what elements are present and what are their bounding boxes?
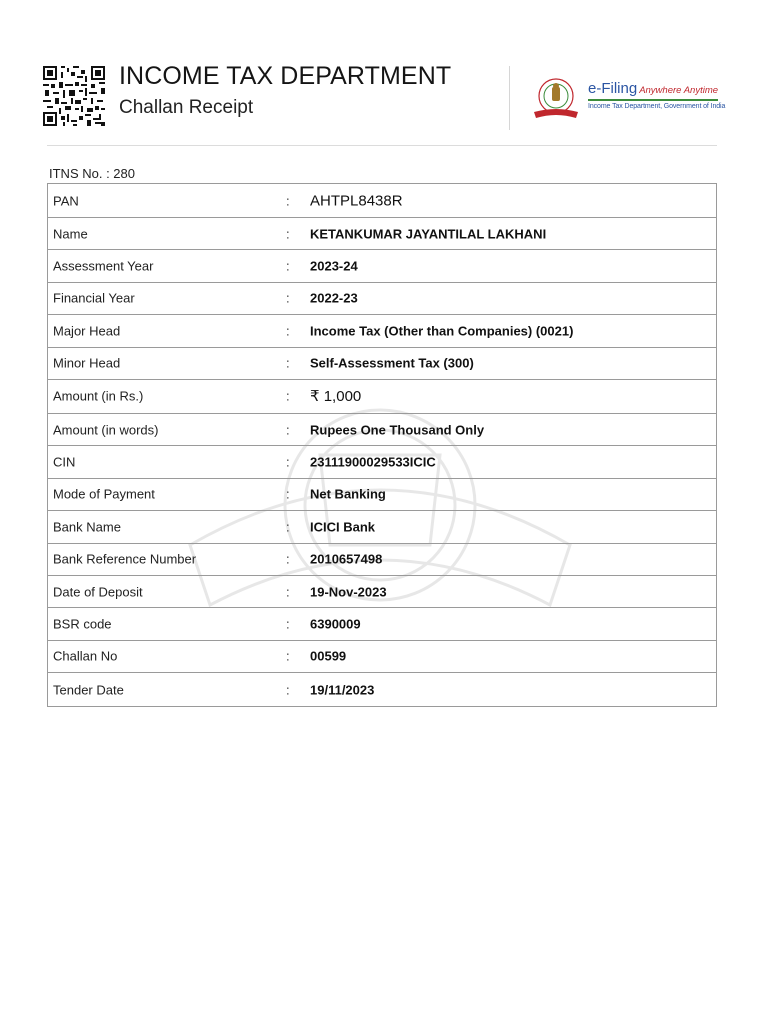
row-separator: : <box>286 388 290 404</box>
row-separator: : <box>286 682 290 698</box>
table-row <box>48 218 716 250</box>
page-subtitle: Challan Receipt <box>119 97 254 118</box>
efiling-brand <box>588 80 718 97</box>
row-separator: : <box>286 323 290 339</box>
minor-head-value: Self-Assessment Tax (300) <box>310 355 474 371</box>
amount-value: ₹ 1,000 <box>310 388 362 406</box>
table-row <box>48 446 716 478</box>
row-label: Financial Year <box>53 290 135 306</box>
row-label: Amount (in words) <box>53 422 159 438</box>
row-separator: : <box>286 454 290 470</box>
amount-words-value: Rupees One Thousand Only <box>310 422 485 438</box>
page-title: INCOME TAX DEPARTMENT <box>119 62 452 90</box>
financial-year-value: 2022-23 <box>310 290 358 306</box>
row-label: Minor Head <box>53 355 121 371</box>
table-row <box>48 348 716 380</box>
qr-code-icon <box>43 66 105 126</box>
itns-number: ITNS No. : 280 <box>49 166 135 181</box>
table-row <box>48 283 716 315</box>
row-separator: : <box>286 226 290 242</box>
row-label: Major Head <box>53 323 121 339</box>
efiling-logo <box>530 76 726 120</box>
table-row <box>48 380 716 414</box>
row-label: Name <box>53 226 88 242</box>
tender-date-value: 19/11/2023 <box>310 682 375 698</box>
row-label: Challan No <box>53 648 118 664</box>
row-separator: : <box>286 648 290 664</box>
payment-mode-value: Net Banking <box>310 486 386 502</box>
challan-no-value: 00599 <box>310 648 347 664</box>
row-separator: : <box>286 519 290 535</box>
row-separator: : <box>286 486 290 502</box>
pan-value: AHTPL8438R <box>310 192 403 209</box>
header-separator <box>47 145 717 146</box>
table-row <box>48 511 716 543</box>
row-label: Mode of Payment <box>53 486 155 502</box>
row-label: Tender Date <box>53 682 124 698</box>
table-row <box>48 479 716 511</box>
row-label: Bank Reference Number <box>53 551 197 567</box>
row-label: Amount (in Rs.) <box>53 388 144 404</box>
bsr-code-value: 6390009 <box>310 616 361 632</box>
efiling-tagline: Anywhere Anytime <box>639 85 719 96</box>
assessment-year-value: 2023-24 <box>310 258 358 274</box>
row-separator: : <box>286 290 290 306</box>
bank-reference-value: 2010657498 <box>310 551 383 567</box>
row-separator: : <box>286 551 290 567</box>
row-separator: : <box>286 193 290 208</box>
efiling-brand-text: e-Filing <box>588 80 638 97</box>
row-separator: : <box>286 258 290 274</box>
row-label: CIN <box>53 454 76 470</box>
row-separator: : <box>286 616 290 632</box>
table-row <box>48 414 716 446</box>
receipt-header <box>0 0 768 146</box>
name-value: KETANKUMAR JAYANTILAL LAKHANI <box>310 226 547 242</box>
challan-details-table <box>47 183 717 707</box>
major-head-value: Income Tax (Other than Companies) (0021) <box>310 323 574 339</box>
table-row <box>48 608 716 640</box>
table-row <box>48 673 716 706</box>
table-row <box>48 576 716 608</box>
cin-value: 23111900029533ICIC <box>310 454 436 470</box>
deposit-date-value: 19-Nov-2023 <box>310 584 387 600</box>
row-separator: : <box>286 422 290 438</box>
table-row <box>48 641 716 673</box>
logo-underline <box>588 99 718 101</box>
table-row <box>48 315 716 347</box>
emblem-icon <box>530 76 582 120</box>
efiling-subtext: Income Tax Department, Government of India <box>588 103 726 110</box>
table-row <box>48 184 716 218</box>
row-label: PAN <box>53 193 79 208</box>
table-row <box>48 250 716 282</box>
bank-name-value: ICICI Bank <box>310 519 376 535</box>
row-separator: : <box>286 355 290 371</box>
row-label: Bank Name <box>53 519 121 535</box>
row-separator: : <box>286 584 290 600</box>
header-divider <box>509 66 510 130</box>
table-row <box>48 544 716 576</box>
row-label: BSR code <box>53 616 112 632</box>
row-label: Assessment Year <box>53 258 154 274</box>
row-label: Date of Deposit <box>53 584 143 600</box>
